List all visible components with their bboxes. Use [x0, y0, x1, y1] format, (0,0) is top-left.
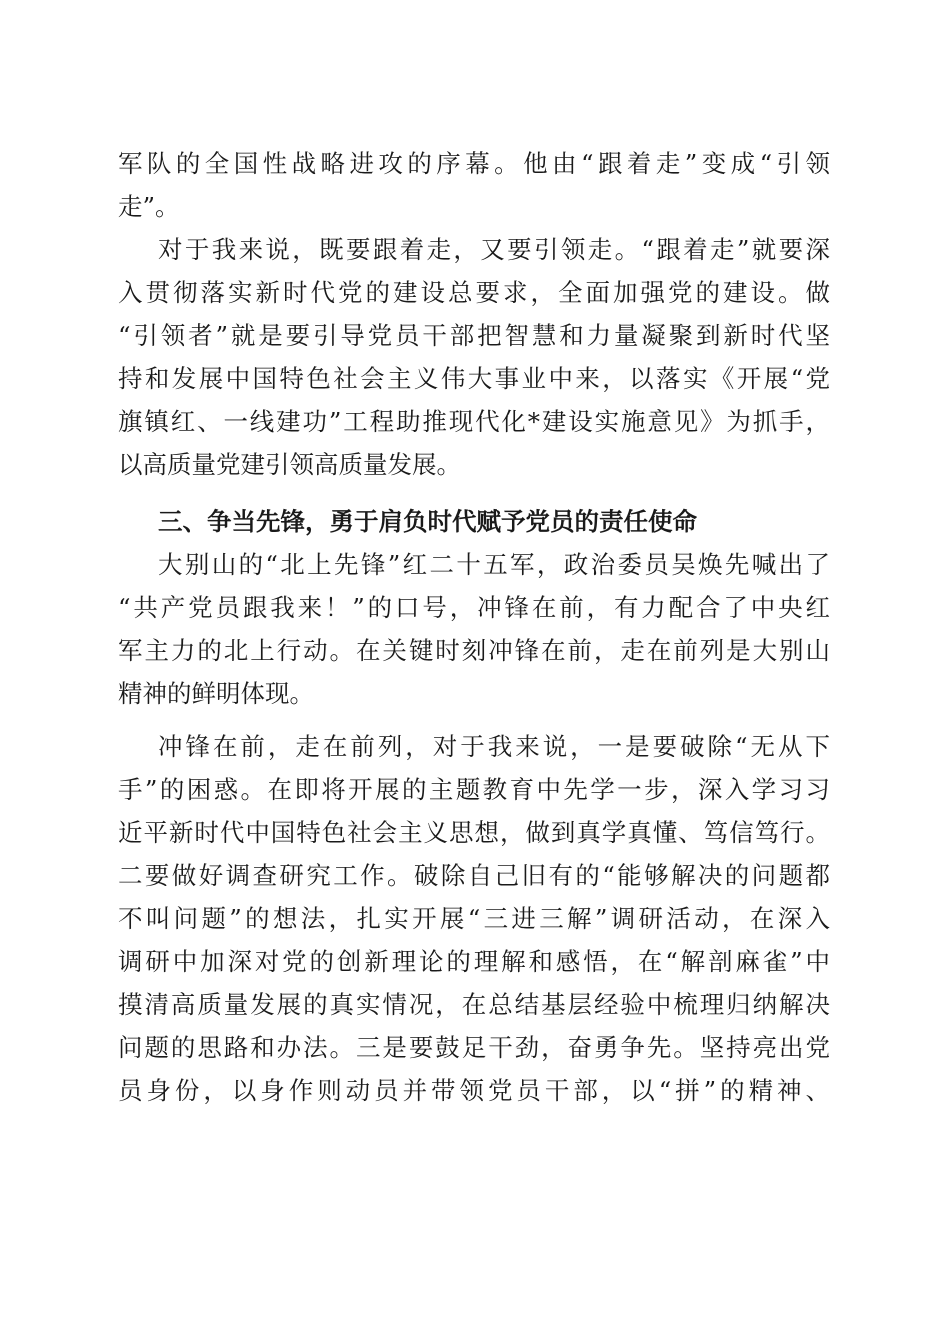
paragraph-2-line-2: 入贯彻落实新时代党的建设总要求，全面加强党的建设。做: [118, 278, 830, 307]
paragraph-3-line-2: “共产党员跟我来！”的口号，冲锋在前，有力配合了中央红: [118, 593, 830, 622]
paragraph-3-line-1: 大别山的“北上先锋”红二十五军，政治委员吴焕先喊出了: [158, 550, 830, 579]
paragraph-1-line-1: 军队的全国性战略进攻的序幕。他由“跟着走”变成“引领: [118, 149, 830, 178]
paragraph-3-line-3: 军主力的北上行动。在关键时刻冲锋在前，走在前列是大别山: [118, 636, 830, 665]
paragraph-2-line-4: 持和发展中国特色社会主义伟大事业中来，以落实《开展“党: [118, 364, 830, 393]
paragraph-4-line-2: 手”的困惑。在即将开展的主题教育中先学一步，深入学习习: [118, 775, 830, 804]
paragraph-4-line-6: 调研中加深对党的创新理论的理解和感悟，在“解剖麻雀”中: [118, 947, 830, 976]
paragraph-2-line-5: 旗镇红、一线建功”工程助推现代化*建设实施意见》为抓手，: [118, 407, 830, 436]
paragraph-4-line-8: 问题的思路和办法。三是要鼓足干劲，奋勇争先。坚持亮出党: [118, 1033, 830, 1062]
paragraph-4-line-4: 二要做好调查研究工作。破除自己旧有的“能够解决的问题都: [118, 861, 830, 890]
paragraph-4-line-9: 员身份，以身作则动员并带领党员干部，以“拼”的精神、: [118, 1076, 830, 1105]
paragraph-4-line-5: 不叫问题”的想法，扎实开展“三进三解”调研活动，在深入: [118, 904, 830, 933]
paragraph-2-line-6: 以高质量党建引领高质量发展。: [118, 450, 461, 479]
paragraph-4-line-7: 摸清高质量发展的真实情况，在总结基层经验中梳理归纳解决: [118, 990, 830, 1019]
paragraph-4-line-1: 冲锋在前，走在前列，对于我来说，一是要破除“无从下: [158, 732, 830, 761]
paragraph-4-line-3: 近平新时代中国特色社会主义思想，做到真学真懂、笃信笃行。: [118, 818, 830, 847]
paragraph-1-line-2: 走”。: [118, 192, 180, 221]
paragraph-3-line-4: 精神的鲜明体现。: [118, 679, 314, 708]
paragraph-2-line-3: “引领者”就是要引导党员干部把智慧和力量凝聚到新时代坚: [118, 321, 830, 350]
section-heading-3: 三、争当先锋，勇于肩负时代赋予党员的责任使命: [158, 507, 697, 536]
paragraph-2-line-1: 对于我来说，既要跟着走，又要引领走。“跟着走”就要深: [158, 235, 830, 264]
